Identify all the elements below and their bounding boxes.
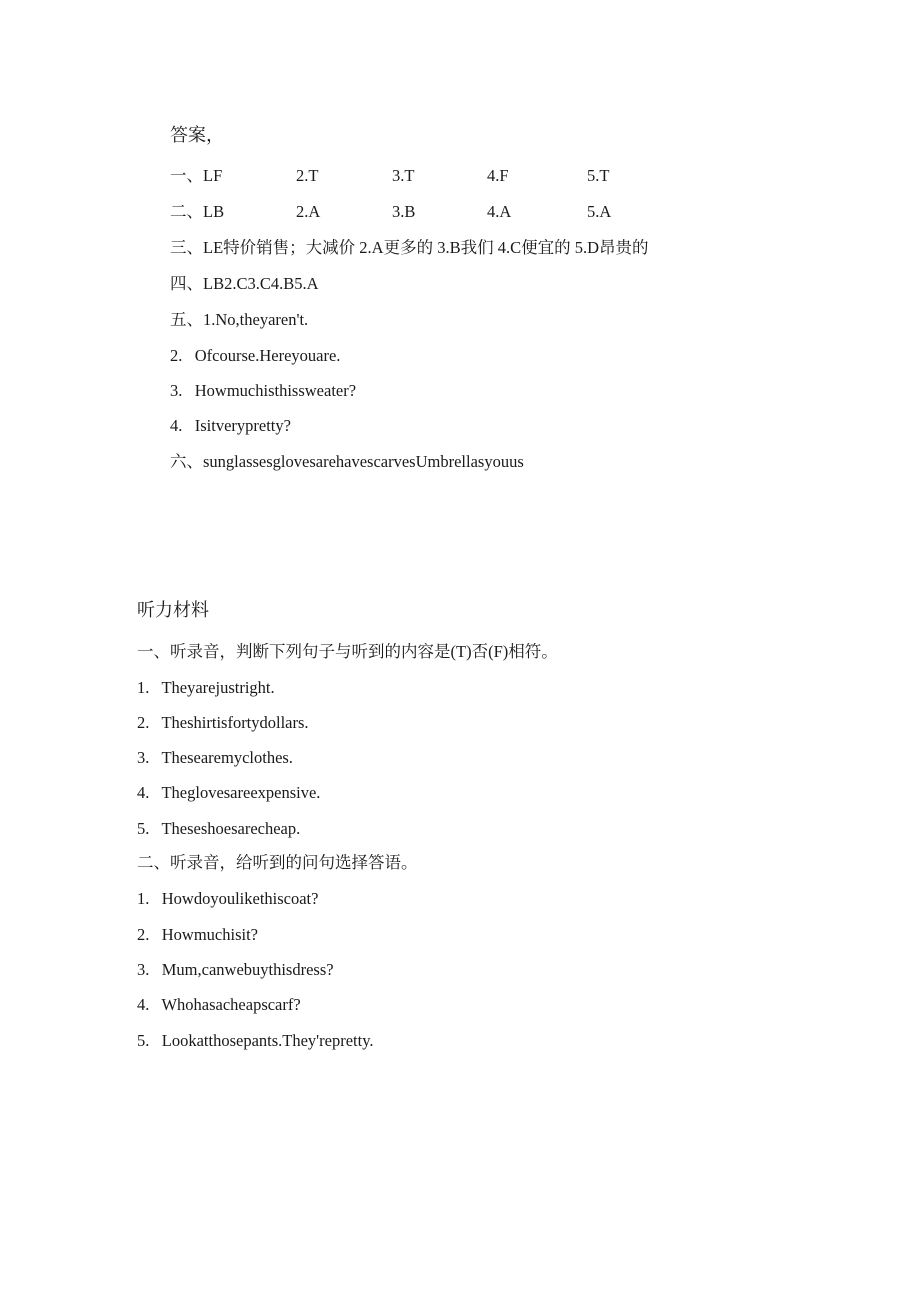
listening-part2-item: 5. Lookatthosepants.They'repretty. [137,1031,374,1050]
listening-part1-item: 1. Theyarejustright. [137,678,275,697]
answer-row-3: 三、LE特价销售；大减价 2.A更多的 3.B我们 4.C便宜的 5.D昂贵的 [170,238,649,257]
answer-cell: 2.T [296,166,319,185]
listening-part2-item: 1. Howdoyoulikethiscoat? [137,889,319,908]
answer-cell: 2.A [296,202,321,221]
answer-row-8: 4. Isitverypretty? [170,416,291,435]
listening-part2-item: 2. Howmuchisit? [137,925,258,944]
listening-part2-heading: 二、听录音，给听到的问句选择答语。 [137,853,418,872]
answer-row-4: 四、LB2.C3.C4.B5.A [170,274,319,293]
answer-cell: 4.F [487,166,509,185]
answer-cell: 5.T [587,166,610,185]
answer-row-6: 2. Ofcourse.Hereyouare. [170,346,341,365]
answer-row-5: 五、1.No,theyaren't. [170,310,309,329]
answer-row-9: 六、sunglassesglovesarehavescarvesUmbrellasyouus [170,452,524,471]
listening-part2-item: 3. Mum,canwebuythisdress? [137,960,334,979]
listening-part1-item: 5. Theseshoesarecheap. [137,819,301,838]
listening-part2-item: 4. Whohasacheapscarf? [137,995,301,1014]
listening-part1-heading: 一、听录音，判断下列句子与听到的内容是(T)否(F)相符。 [137,642,558,661]
listening-title: 听力材料 [137,600,209,621]
listening-part1-item: 4. Theglovesareexpensive. [137,783,321,802]
answer-row-7: 3. Howmuchisthissweater? [170,381,357,400]
answer-cell: 4.A [487,202,512,221]
answer-cell: 3.B [392,202,416,221]
answer-cell: 一、LF [170,166,223,185]
listening-part1-item: 2. Theshirtisfortydollars. [137,713,309,732]
answers-title: 答案， [170,125,224,146]
answer-cell: 3.T [392,166,415,185]
listening-part1-item: 3. Thesearemyclothes. [137,748,293,767]
answer-cell: 5.A [587,202,612,221]
answer-cell: 二、LB [170,202,225,221]
